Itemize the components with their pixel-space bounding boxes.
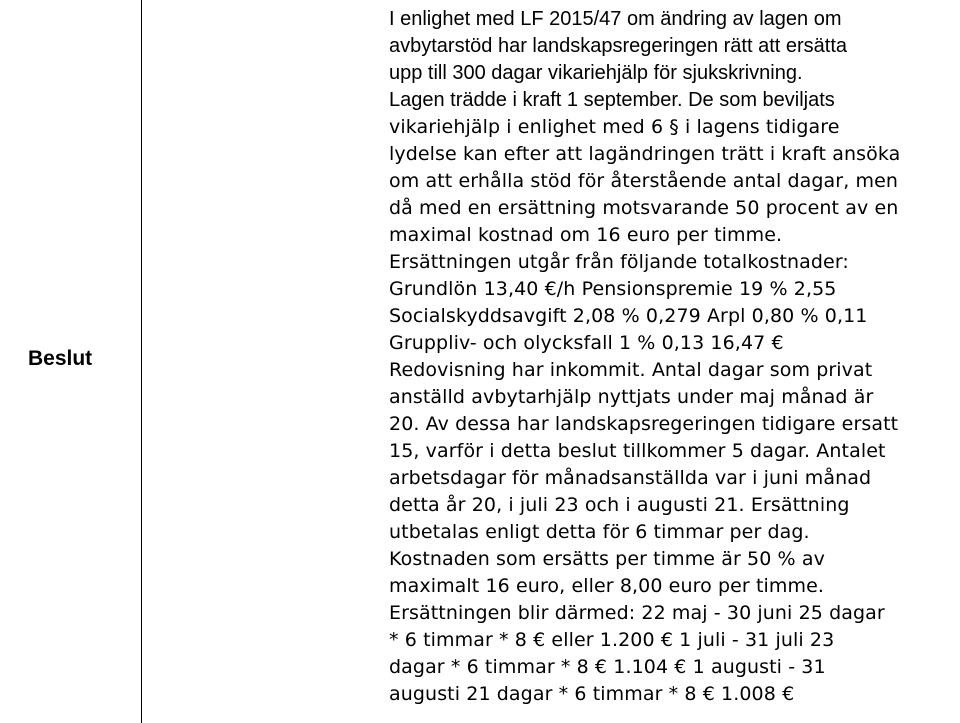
text-line: detta år 20, i juli 23 och i augusti 21. Ersättning: [389, 494, 850, 516]
text-line: arbetsdagar för månadsanställda var i juni månad: [389, 467, 872, 489]
column-divider: [141, 0, 142, 723]
text-line: Socialskyddsavgift 2,08 % 0,279 Arpl 0,80 % 0,11: [389, 305, 868, 327]
text-line: 20. Av dessa har landskapsregeringen tidigare ersatt: [389, 413, 899, 435]
text-line: * 6 timmar * 8 € eller 1.200 € 1 juli - 31 juli 23: [389, 629, 835, 651]
text-line: Kostnaden som ersätts per timme är 50 % av: [389, 548, 825, 570]
section-label: Beslut: [28, 346, 93, 370]
text-line: maximalt 16 euro, eller 8,00 euro per timme.: [389, 575, 825, 597]
text-line: Redovisning har inkommit. Antal dagar som privat: [389, 359, 873, 381]
text-line: maximal kostnad om 16 euro per timme.: [389, 224, 783, 246]
text-line: upp till 300 dagar vikariehjälp för sjukskrivning.: [389, 62, 803, 84]
text-line: då med en ersättning motsvarande 50 procent av en: [389, 197, 899, 219]
section-label-cell: [0, 0, 141, 723]
text-line: 15, varför i detta beslut tillkommer 5 dagar. Antalet: [389, 440, 886, 462]
text-line: anställd avbytarhjälp nyttjats under maj månad är: [389, 386, 874, 408]
decision-text: [389, 6, 959, 708]
text-line: augusti 21 dagar * 6 timmar * 8 € 1.008 €: [389, 683, 795, 705]
text-line: Lagen trädde i kraft 1 september. De som beviljats: [389, 89, 835, 111]
text-line: vikariehjälp i enlighet med 6 § i lagens tidigare: [389, 116, 840, 138]
text-line: lydelse kan efter att lagändringen trätt i kraft ansöka: [389, 143, 901, 165]
text-line: avbytarstöd har landskapsregeringen rätt att ersätta: [389, 35, 848, 57]
text-line: I enlighet med LF 2015/47 om ändring av lagen om: [389, 8, 842, 30]
text-line: Ersättningen utgår från följande totalkostnader:: [389, 251, 849, 273]
text-line: dagar * 6 timmar * 8 € 1.104 € 1 augusti - 31: [389, 656, 826, 678]
text-line: Grundlön 13,40 €/h Pensionspremie 19 % 2,55: [389, 278, 837, 300]
text-line: Gruppliv- och olycksfall 1 % 0,13 16,47 €: [389, 332, 784, 354]
text-line: om att erhålla stöd för återstående antal dagar, men: [389, 170, 899, 192]
text-line: Ersättningen blir därmed: 22 maj - 30 juni 25 dagar: [389, 602, 885, 624]
text-line: utbetalas enligt detta för 6 timmar per dag.: [389, 521, 810, 543]
